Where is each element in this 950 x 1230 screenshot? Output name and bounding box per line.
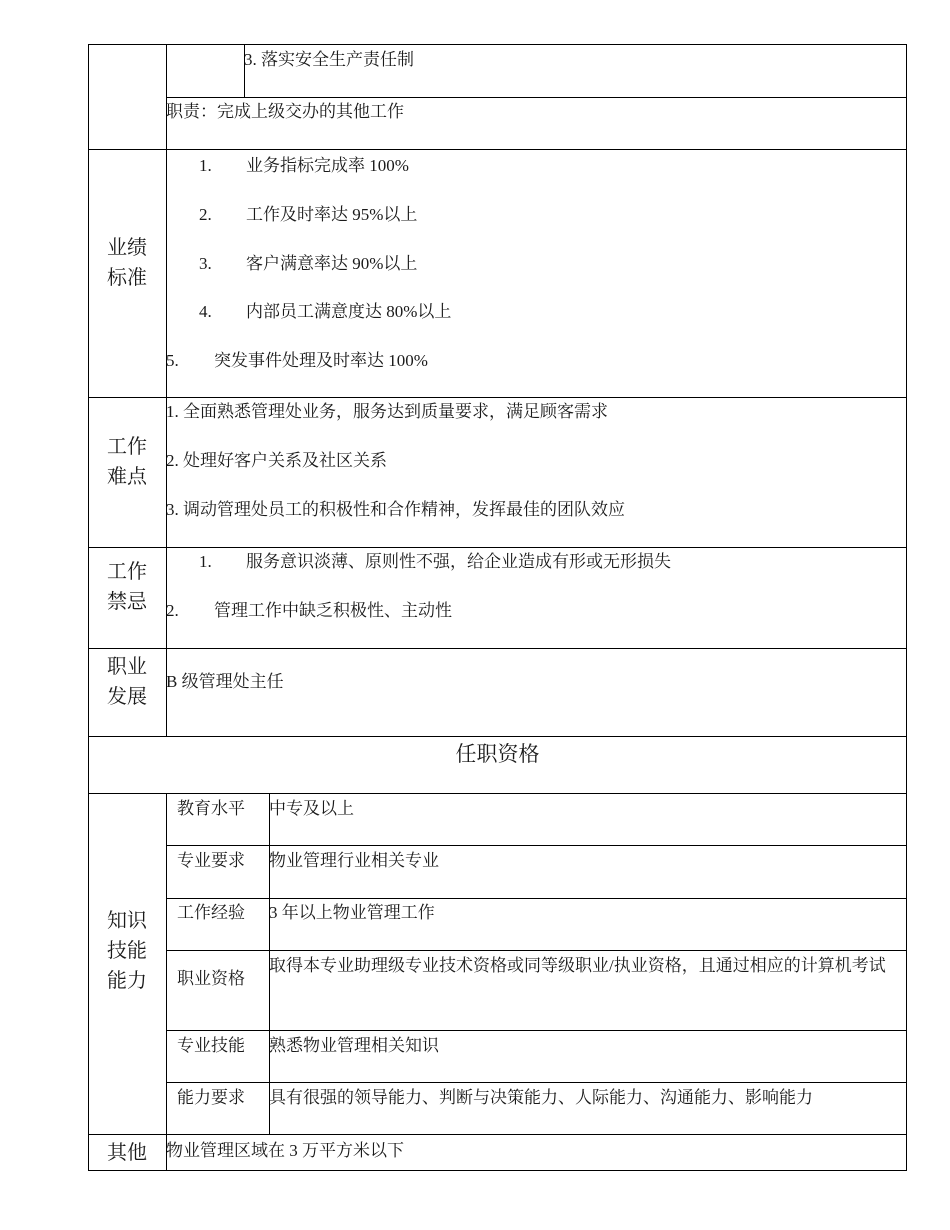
performance-num: 1.	[199, 156, 212, 175]
performance-item: 内部员工满意度达 80%以上	[246, 302, 452, 321]
qualifications-label: 知识 技能 能力	[107, 910, 147, 992]
performance-num: 2.	[199, 205, 212, 224]
qual-value-ability: 具有很强的领导能力、判断与决策能力、人际能力、沟通能力、影响能力	[269, 1088, 813, 1107]
performance-num: 5.	[166, 351, 179, 370]
duty-other: 职责：完成上级交办的其他工作	[166, 102, 404, 121]
qual-value-certification: 取得本专业助理级专业技术资格或同等级职业/执业资格，且通过相应的计算机考试	[269, 956, 886, 975]
job-description-table	[88, 44, 907, 1171]
qual-key-education: 教育水平	[177, 799, 245, 818]
qual-value-experience: 3 年以上物业管理工作	[269, 903, 435, 922]
qualifications-title: 任职资格	[455, 742, 540, 766]
qual-key-skill: 专业技能	[177, 1036, 245, 1055]
taboo-num: 1.	[199, 552, 212, 571]
duty-item-3: 3. 落实安全生产责任制	[244, 50, 414, 69]
taboo-item: 管理工作中缺乏积极性、主动性	[214, 601, 452, 620]
taboo-num: 2.	[166, 601, 179, 620]
difficulties-label: 工作 难点	[107, 436, 147, 488]
performance-num: 4.	[199, 302, 212, 321]
performance-item: 客户满意率达 90%以上	[246, 254, 418, 273]
taboos-label: 工作 禁忌	[107, 561, 147, 613]
difficulty-item: 1. 全面熟悉管理处业务，服务达到质量要求，满足顾客需求	[166, 402, 608, 421]
qual-value-education: 中专及以上	[269, 799, 354, 818]
career-label: 职业 发展	[107, 656, 147, 708]
performance-label: 业绩 标准	[107, 237, 147, 289]
difficulty-item: 2. 处理好客户关系及社区关系	[166, 451, 387, 470]
qual-value-skill: 熟悉物业管理相关知识	[269, 1036, 439, 1055]
qual-key-certification: 职业资格	[177, 969, 245, 988]
other-label: 其他	[107, 1142, 147, 1164]
qual-key-ability: 能力要求	[177, 1088, 245, 1107]
performance-item: 突发事件处理及时率达 100%	[214, 351, 428, 370]
qual-key-major: 专业要求	[177, 851, 245, 870]
taboo-item: 服务意识淡薄、原则性不强，给企业造成有形或无形损失	[246, 552, 671, 571]
career-text: B 级管理处主任	[166, 672, 284, 691]
qual-key-experience: 工作经验	[177, 903, 245, 922]
performance-item: 工作及时率达 95%以上	[246, 205, 418, 224]
qual-value-major: 物业管理行业相关专业	[269, 851, 439, 870]
performance-num: 3.	[199, 254, 212, 273]
difficulty-item: 3. 调动管理处员工的积极性和合作精神，发挥最佳的团队效应	[166, 500, 625, 519]
performance-item: 业务指标完成率 100%	[246, 156, 409, 175]
other-text: 物业管理区域在 3 万平方米以下	[166, 1141, 404, 1160]
